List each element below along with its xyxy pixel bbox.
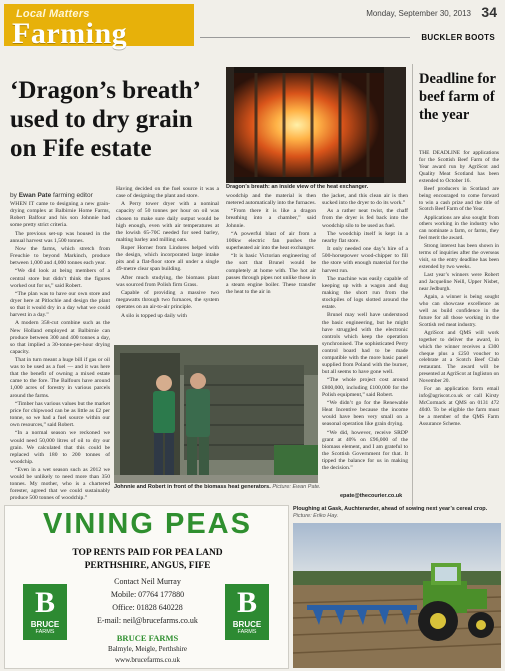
article-paragraph: “We did, however, receive SRDP grant at 40% on £96,000 of the biomass element, and I am grateful to the Scottish Government for that. It tipped the balance for us in making the decision.”: [322, 429, 408, 471]
byline-role: farming editor: [53, 192, 93, 199]
heat-exchanger-caption-text: Dragon’s breath: an inside view of the heat exchanger.: [226, 184, 369, 190]
sidebar-paragraph: THE DEADLINE for applications for the Scottish Beef Farm of the Year award run by AgriScot and Quality Meat Scotland has been extended to October 16.: [419, 150, 499, 184]
advert-subtitle: TOP RENTS PAID FOR PEA LAND: [72, 548, 223, 558]
article-column-3: [226, 193, 316, 341]
sidebar-story: [419, 150, 499, 510]
advert-website: www.brucefarms.co.uk: [114, 656, 181, 664]
sidebar-paragraph: Applications are also sought from others working in the industry who can nominate a farm, or farms, they feel merit the award.: [419, 214, 499, 242]
logo-letter: B: [236, 586, 257, 619]
portrait-caption-text: Johnnie and Robert in front of the biomass heat generators.: [114, 484, 271, 490]
article-paragraph: Ruper Horner from Lindores helped with the design, which incorporated large intake pits and a flat-floor store all under a single 49-metre clear span building.: [116, 245, 219, 273]
masthead: [0, 0, 505, 50]
advert-address: Balmyle, Meigle, Perthshire: [108, 645, 187, 653]
article-paragraph: WHEN IT came to designing a new grain-drying complex at Balbirnie Home Farms, Robert Balfour and his son Johnnie had some pretty strict criteria.: [10, 201, 110, 229]
logo-word: BRUCE: [30, 620, 60, 629]
logo-word: FARMS: [237, 629, 257, 635]
article-paragraph: Brunel may well have understood the basic engineering, but he might have struggled with the electronic controls which keep the operation synchronised. The sophisticated Perry control board had to be made compatible with the more basic panel supplied from Poland with the burner, but all seems to have gone well.: [322, 312, 408, 376]
vining-peas-advert: [4, 505, 289, 669]
article-paragraph: “A powerful blast of air from a 100kw electric fan pushes the superheated air into the heat exchanger.: [226, 230, 316, 252]
article-paragraph: A Perry tower dryer with a nominal capacity of 50 tonnes per hour on oil was chosen to make sure daily output would be high enough, even with air temperatures at the lowish 65-70C needed for seed barley, malting barley and milling oats.: [116, 201, 219, 243]
heat-exchanger-photo: [226, 67, 406, 183]
article-paragraph: Capable of providing a massive two megawatts through two furnaces, the system operates on an air-to-air principle.: [116, 290, 219, 311]
advert-contact: Contact Neil Murray: [114, 577, 181, 586]
advert-office: Office: 01828 640228: [112, 603, 183, 612]
article-paragraph: That in turn meant a huge bill if gas or oil was to be used as a fuel — and it was here that the benefit of owning a mixed estate came to the fore. The Balfours have around 1,000 acres of forestry in various parcels around the farms.: [10, 357, 110, 399]
bruce-farms-logo-left: [23, 584, 67, 640]
article-column-1: [10, 201, 110, 501]
article-paragraph: Now the farms, which stretch from Freuchie to beyond Markinch, produce between 1,000 and 4,000 tonnes each year.: [10, 245, 110, 267]
logo-word: FARMS: [35, 629, 55, 635]
sidebar-paragraph: Again, a winner is being sought who can showcase excellence as well as build confidence in the future for all those working in the Scottish red meat industry.: [419, 294, 499, 328]
article-paragraph: A silo is topped up daily with: [121, 312, 187, 319]
biomass-portrait-image: [114, 345, 318, 483]
sidebar-paragraph: Strong interest has been shown in terms of inquiries after the overseas visit, so the entry deadline has been extended by two weeks.: [419, 243, 499, 271]
article-paragraph: “The plan was to have our own store and dryer here at Pitlochie and design the plant so that it would dry in a day what we could harvest in a day.”: [10, 290, 110, 319]
author-email: epate@thecourier.co.uk: [340, 493, 403, 499]
sidebar-paragraph: For an application form email info@agriscot.co.uk or call Kirsty McCormack at QMS on 0131 472 4040. To be eligible the farm must be a member of the QMS Farm Assurance Scheme.: [419, 386, 499, 427]
sidebar-paragraph: Last year’s winners were Robert and Jacqueline Neill, Upper Nisbet, near Jedburgh.: [419, 272, 499, 292]
article-paragraph: “From there it is like a dragon breathing into a chamber,” said Johnnie.: [226, 208, 316, 229]
article-paragraph: the jacket, and this clean air is then sucked into the dryer to do its work.”: [322, 193, 408, 207]
article-paragraph: “In a normal season we reckoned we would need 50,000 litres of oil to dry our grain. We calculated that this could be replaced with 180 to 200 tonnes of woodchip.: [10, 430, 110, 465]
advert-regions: PERTHSHIRE, ANGUS, FIFE: [84, 561, 211, 571]
byline-name: Ewan Pate: [18, 192, 52, 199]
ploughing-image: [293, 523, 501, 668]
sidebar-headline: Deadline for beef farm of the year: [419, 71, 496, 123]
portrait-caption: [114, 484, 324, 491]
ploughing-photo: [293, 523, 501, 668]
article-paragraph: A modern 358-cut combine such as the New Holland employed at Balbirnie can produce between 300 and 400 tonnes a day, so that implied a 30-tonne-per-hour drying capacity.: [10, 320, 110, 355]
byline-prefix: by: [10, 192, 17, 199]
column-rule: [412, 64, 413, 506]
article-paragraph: “The whole project cost around £800,000, including £100,000 for the Polish equipment,” said Robert.: [322, 377, 408, 398]
sponsor-rule: [200, 37, 410, 38]
logo-word: BRUCE: [232, 620, 262, 629]
section-kicker: Local Matters: [16, 8, 90, 20]
article-paragraph: “We did look at being members of a central store but didn’t think the figures worked out for us,” said Robert.: [10, 268, 110, 289]
article-paragraph: “Even in a wet season such as 2012 we would be unlikely to need more than 350 tonnes. My mother, who is a chartered forester, agreed that we could sustainably produce 500 tonnes of woodchip.”: [10, 467, 110, 501]
heat-exchanger-image: [226, 67, 406, 183]
advert-mobile: Mobile: 07764 177880: [110, 590, 185, 599]
tractor-credit: Picture: Eriko Hay.: [293, 513, 339, 519]
tractor-caption-text: Ploughing at Gask, Auchterarder, ahead of sowing next year’s cereal crop.: [293, 506, 488, 512]
article-paragraph: “Timber has various values but the market price for chipwood can be as little as £2 per tonne, so we had a fuel source within our own resources,” said Robert.: [10, 400, 110, 429]
article-paragraph: The machine was easily capable of keeping up with a wagon and dug making the short run from the stockpiles of logs slotted around the estate.: [322, 275, 408, 311]
page-number: 34: [481, 4, 497, 20]
sidebar-paragraph: AgriScot and QMS will work together to deliver the award, in which the winner receives a £300 cheque plus a £250 voucher to celebrate at a Scotch Beef Club restaurant. The award will be presented at AgriScot at Ingliston on November 20.: [419, 329, 499, 385]
article-paragraph: The previous set-up was housed in the annual harvest was 1,500 tonnes.: [10, 230, 110, 244]
portrait-credit: Picture: Ewan Pate.: [272, 484, 321, 490]
heat-exchanger-caption: [226, 184, 406, 191]
section-title: Farming: [12, 17, 128, 50]
bruce-farms-logo-right: [225, 584, 269, 640]
tractor-caption: [293, 506, 498, 520]
issue-date: Monday, September 30, 2013: [366, 9, 471, 18]
article-paragraph: woodchip and the material is then metered automatically into the furnaces.: [226, 193, 316, 207]
logo-letter: B: [34, 586, 55, 619]
advert-email: E-mail: neil@brucefarms.co.uk: [97, 616, 198, 625]
article-paragraph: As a rather neat twist, the chaff from the dryer is fed back into the woodchip silo to be used as fuel.: [322, 208, 408, 229]
article-paragraph: The woodchip itself is kept in a nearby flat store.: [322, 230, 408, 244]
article-paragraph: “We didn’t go for the Renewable Heat Incentive because the income would have been very small on a seasonal operation like grain drying.: [322, 399, 408, 428]
byline: [10, 192, 93, 199]
article-column-2: [116, 186, 219, 341]
article-paragraph: After much studying, the biomass plant was sourced from Polish firm Grass.: [116, 274, 219, 288]
sidebar-paragraph: Beef producers in Scotland are being encouraged to come forward to win a cash prize and the title of Scotch Beef Farm of the Year.: [419, 185, 499, 213]
article-paragraph: It only needed one day’s hire of a 500-horsepower wood-chipper to fill the store with enough material for the harvest run.: [322, 246, 408, 274]
section-banner: [4, 4, 194, 50]
advert-company: BRUCE FARMS: [116, 633, 179, 643]
biomass-portrait-photo: [114, 345, 318, 483]
article-paragraph: “It is basic Victorian engineering of the sort that Brunel would be completely at home with. The hot air passes through pipes not unlike those in a steam engine boiler. These transfer the heat to the air in: [226, 253, 316, 295]
sponsor-logo: BUCKLER BOOTS: [421, 33, 495, 42]
article-column-4: [322, 193, 408, 493]
article-paragraph: Having decided on the fuel source it was a case of designing the plant and store.: [116, 186, 219, 200]
advert-title: VINING PEAS: [43, 508, 252, 540]
article-headline: ‘Dragon’s breath’ used to dry grain on Fife estate: [10, 77, 200, 162]
